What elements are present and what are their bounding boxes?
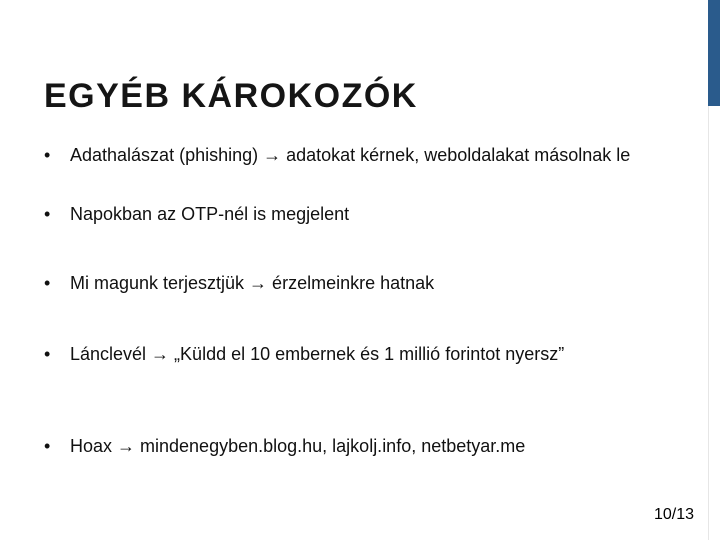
slide-title: EGYÉB KÁROKOZÓK: [44, 77, 418, 115]
page-number: 10/13: [653, 506, 694, 523]
bullet-text: Lánclevél → „Küldd el 10 embernek és 1 millió forintot nyersz”: [70, 344, 565, 364]
bullet-text: Mi magunk terjesztjük → érzelmeinkre hatnak: [70, 273, 435, 293]
accent-bar: [708, 0, 720, 106]
bullet-item: [44, 434, 684, 458]
bullet-text: Adathalászat (phishing) → adatokat kérnek, weboldalakat másolnak le: [70, 145, 631, 165]
bullet-item: [44, 342, 684, 366]
bullet-item: [44, 143, 684, 167]
bullet-item: [44, 202, 684, 226]
bullet-text: Hoax → mindenegyben.blog.hu, lajkolj.info, netbetyar.me: [70, 436, 526, 456]
bullet-item: [44, 271, 684, 295]
bullet-icon: •: [44, 273, 51, 293]
bullet-icon: •: [44, 145, 51, 165]
bullet-icon: •: [44, 436, 51, 456]
accent-divider: [708, 106, 720, 540]
bullet-text: Napokban az OTP-nél is megjelent: [70, 204, 350, 224]
bullet-icon: •: [44, 204, 51, 224]
bullet-icon: •: [44, 344, 51, 364]
